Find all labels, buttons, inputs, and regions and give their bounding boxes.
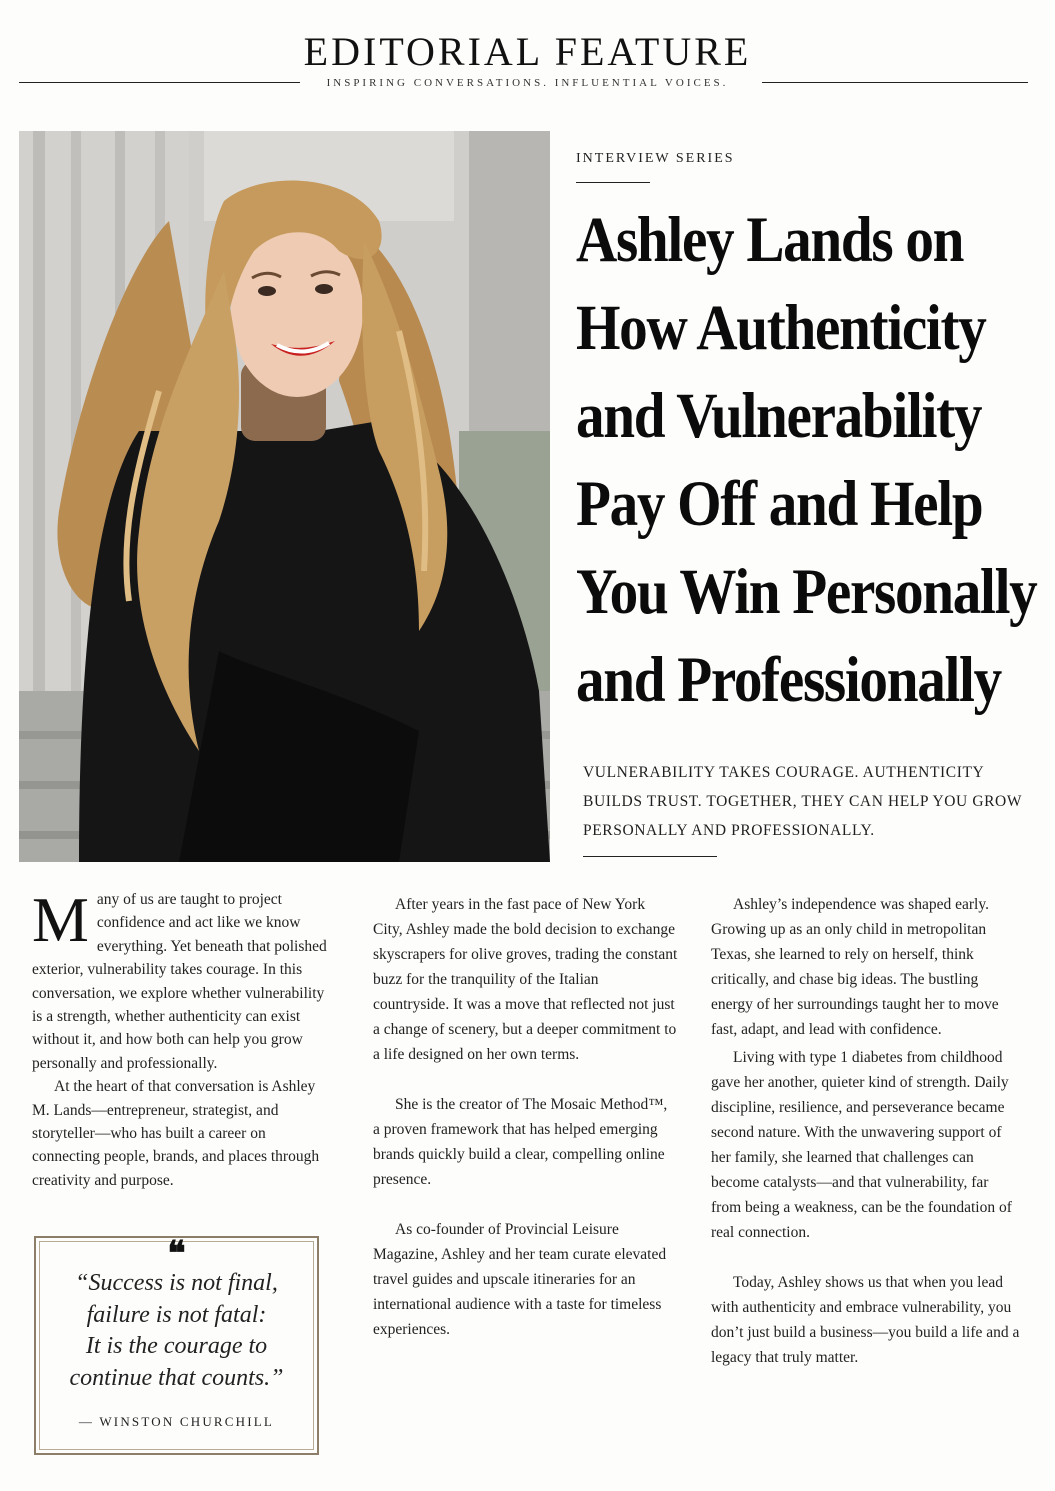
headline-line: You Win Personally <box>576 556 1037 628</box>
headline-line: and Professionally <box>576 644 1001 716</box>
body-paragraph <box>32 884 335 1075</box>
body-paragraph: Ashley’s independence was shaped early. Growing up as an only child in metropolitan Texas, she learned to rely on herself, think critically, and chase big ideas. The bustling energy of her surroundings taught her to move fast, adapt, and lead with confidence. <box>711 896 999 1038</box>
body-paragraph: After years in the fast pace of New York City, Ashley made the bold decision to exchange skyscrapers for olive groves, trading the constant buzz for the tranquility of the Italian countryside. It was a move that reflected not just a change of scenery, but a deeper commitment to a life designed on her own terms. <box>373 896 678 1063</box>
paragraph-text: any of us are taught to project confidence and act like we know everything. Yet beneath that polished exterior, vulnerability takes courage. In this conversation, we explore whether vulnerability is a strength, whether authenticity can exist without it, and how both can help you grow personally and professionally. <box>32 891 327 1072</box>
quote-line: It is the courage to <box>85 1333 268 1359</box>
headline-line: How Authenticity <box>576 292 986 364</box>
body-column-2 <box>373 892 678 1342</box>
body-column-1 <box>32 884 335 1192</box>
quote-line: continue that counts.” <box>69 1364 284 1391</box>
kicker-rule <box>576 182 650 183</box>
body-paragraph: She is the creator of The Mosaic Method™, a proven framework that has helped emerging brands quickly build a clear, compelling online presence. <box>373 1096 668 1188</box>
headline <box>576 196 1037 724</box>
headline-line: Ashley Lands on <box>576 204 964 276</box>
portrait-photo <box>19 131 550 862</box>
masthead-tagline: INSPIRING CONVERSATIONS. INFLUENTIAL VOICES. <box>326 77 729 89</box>
quote-line: “Success is not final, <box>75 1270 278 1296</box>
body-paragraph: At the heart of that conversation is Ashley M. Lands—entrepreneur, strategist, and storyteller—who has built a career on connecting people, brands, and places through creativity and purpose. <box>32 1078 320 1189</box>
quote-line: failure is not fatal: <box>86 1301 267 1328</box>
masthead-title: EDITORIAL FEATURE <box>303 29 752 74</box>
headline-line: and Vulnerability <box>576 380 982 452</box>
body-column-3 <box>711 892 1021 1370</box>
pull-quote <box>34 1236 319 1455</box>
portrait-illustration <box>19 131 550 862</box>
quote-mark-icon: ❝ <box>167 1236 186 1273</box>
dek-rule <box>583 856 717 857</box>
body-paragraph: Today, Ashley shows us that when you lead with authenticity and embrace vulnerability, you don’t just build a business—you build a life and a legacy that truly matter. <box>711 1274 1020 1366</box>
body-paragraph: As co-founder of Provincial Leisure Magazine, Ashley and her team curate elevated travel guides and upscale itineraries for an international audience with a taste for timeless experiences. <box>373 1221 667 1338</box>
quote-attribution: — WINSTON CHURCHILL <box>78 1414 275 1429</box>
pull-quote-text <box>36 1268 317 1394</box>
kicker-label: INTERVIEW SERIES <box>576 151 735 166</box>
drop-cap: M <box>32 884 89 955</box>
headline-line: Pay Off and Help <box>576 468 983 540</box>
dek: VULNERABILITY TAKES COURAGE. AUTHENTICITY BUILDS TRUST. TOGETHER, THEY CAN HELP YOU GROW PERSONALLY AND PROFESSIONALLY. <box>583 764 1022 839</box>
body-paragraph: Living with type 1 diabetes from childhood gave her another, quieter kind of strength. Daily discipline, resilience, and perseverance became second nature. With the unwavering support of her family, she learned that challenges can become catalysts—and that vulnerability, far from being a weakness, can be the foundation of real connection. <box>711 1049 1012 1241</box>
